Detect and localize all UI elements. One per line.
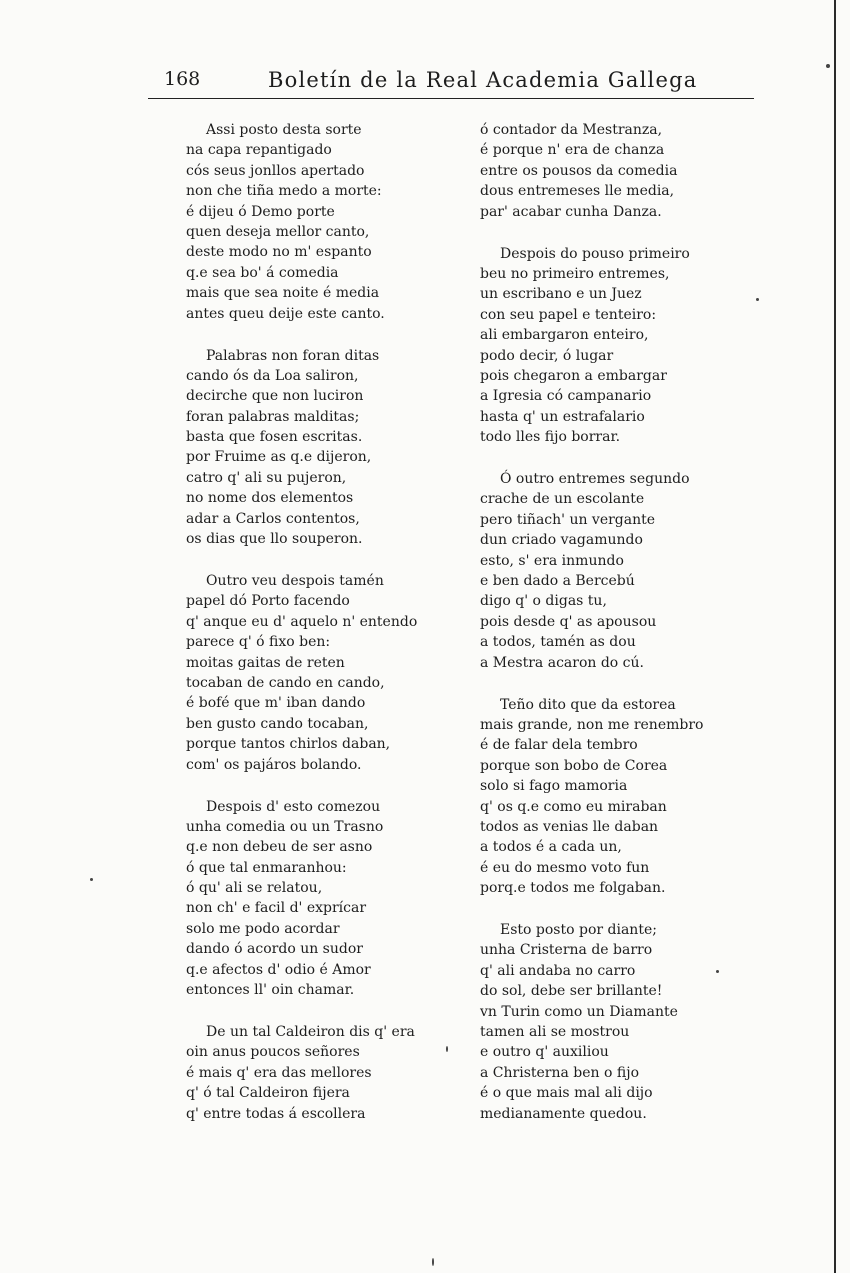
verse-line: tocaban de cando en cando, (186, 674, 385, 691)
verse-line: q' ó tal Caldeiron fijera (186, 1085, 350, 1102)
verse-line: digo q' o digas tu, (480, 593, 607, 610)
verse-line: e outro q' auxiliou (480, 1044, 609, 1061)
stanza (480, 469, 740, 673)
verse-line: un escribano e un Juez (480, 286, 642, 303)
ink-speck (446, 1046, 448, 1052)
stanza (186, 571, 446, 775)
page-header (150, 68, 754, 98)
ink-speck (716, 970, 719, 973)
verse-line: Palabras non foran ditas (206, 347, 380, 364)
verse-line: ó contador da Mestranza, (480, 122, 663, 138)
verse-line: Despois do pouso primeiro (500, 245, 690, 262)
verse-line: é o que mais mal ali dijo (480, 1085, 653, 1102)
verse-line: foran palabras malditas; (186, 408, 360, 425)
verse-line: porq.e todos me folgaban. (480, 880, 666, 897)
verse-line: cós seus jonllos apertado (186, 162, 365, 179)
verse-line: mais que sea noite é media (186, 285, 380, 302)
verse-line: medianamente quedou. (480, 1105, 647, 1122)
verse-line: é mais q' era das mellores (186, 1064, 372, 1081)
verse-line: com' os pajáros bolando. (186, 756, 362, 773)
right-column (480, 120, 740, 1146)
verse-line: unha Cristerna de barro (480, 942, 653, 959)
verse-line: é bofé que m' iban dando (186, 695, 366, 712)
verse-line: esto, s' era inmundo (480, 552, 624, 569)
verse-line: é eu do mesmo voto fun (480, 859, 650, 876)
verse-line: podo decir, ó lugar (480, 347, 614, 364)
verse-line: q.e sea bo' á comedia (186, 264, 339, 281)
verse-line: solo me podo acordar (186, 920, 340, 937)
verse-line: q' ali andaba no carro (480, 962, 636, 979)
verse-line: basta que fosen escritas. (186, 429, 363, 446)
verse-line: todos as venias lle daban (480, 818, 659, 835)
verse-line: a todos é a cada un, (480, 839, 622, 856)
verse-line: parece q' ó fixo ben: (186, 634, 331, 651)
verse-line: q.e non debeu de ser asno (186, 839, 373, 856)
verse-line: unha comedia ou un Trasno (186, 818, 384, 835)
verse-line: q.e afectos d' odio é Amor (186, 961, 371, 978)
verse-line: q' entre todas á escollera (186, 1105, 366, 1122)
ink-speck (756, 298, 759, 301)
verse-line: dando ó acordo un sudor (186, 941, 363, 958)
verse-line: papel dó Porto facendo (186, 593, 350, 610)
verse-line: moitas gaitas de reten (186, 654, 345, 671)
verse-line: Teño dito que da estorea (500, 696, 676, 713)
verse-line: decirche que non luciron (186, 388, 364, 405)
verse-line: q' os q.e como eu miraban (480, 798, 667, 815)
ink-speck (90, 878, 93, 881)
stanza (186, 1022, 446, 1124)
verse-line: pois chegaron a embargar (480, 367, 667, 384)
verse-line: pois desde q' as apousou (480, 613, 657, 630)
verse-line: par' acabar cunha Danza. (480, 203, 662, 220)
verse-line: é de falar dela tembro (480, 737, 638, 754)
verse-line: Assi posto desta sorte (206, 122, 362, 138)
ink-speck (432, 1258, 434, 1266)
verse-line: vn Turin como un Diamante (480, 1003, 678, 1020)
verse-line: Esto posto por diante; (500, 922, 657, 939)
header-rule (148, 98, 754, 99)
verse-line: entonces ll' oin chamar. (186, 982, 355, 999)
running-title: Boletín de la Real Academia Gallega (268, 68, 698, 92)
left-column (186, 120, 446, 1146)
page-edge-line (834, 0, 836, 1273)
verse-line: a Christerna ben o fijo (480, 1064, 639, 1081)
verse-line: no nome dos elementos (186, 490, 354, 507)
verse-line: é dijeu ó Demo porte (186, 203, 335, 220)
verse-line: ó qu' ali se relatou, (186, 880, 323, 897)
verse-line: ben gusto cando tocaban, (186, 715, 369, 732)
verse-line: a Mestra acaron do cú. (480, 654, 644, 671)
verse-line: pero tiñach' un vergante (480, 511, 656, 528)
verse-line: entre os pousos da comedia (480, 162, 678, 179)
verse-line: e ben dado a Bercebú (480, 573, 635, 589)
verse-line: dun criado vagamundo (480, 532, 643, 549)
verse-line: crache de un escolante (480, 491, 645, 508)
verse-line: quen deseja mellor canto, (186, 223, 370, 240)
verse-line: do sol, debe ser brillante! (480, 983, 663, 1000)
verse-line: hasta q' un estrafalario (480, 408, 645, 425)
verse-line: porque tantos chirlos daban, (186, 736, 391, 753)
verse-line: a Igresia có campanario (480, 388, 652, 405)
verse-line: Despois d' esto comezou (206, 798, 381, 815)
verse-line: a todos, tamén as dou (480, 634, 636, 651)
verse-line: non che tiña medo a morte: (186, 183, 382, 200)
verse-line: beu no primeiro entremes, (480, 265, 670, 282)
verse-line: tamen ali se mostrou (480, 1024, 630, 1040)
verse-line: mais grande, non me renembro (480, 716, 704, 733)
verse-line: q' anque eu d' aquelo n' entendo (186, 613, 418, 630)
verse-line: catro q' ali su pujeron, (186, 469, 347, 486)
verse-line: por Fruime as q.e dijeron, (186, 449, 372, 466)
stanza (480, 244, 740, 448)
stanza (480, 920, 740, 1124)
stanza (186, 797, 446, 1001)
verse-line: Outro veu despois tamén (206, 573, 384, 589)
ink-speck (826, 64, 830, 68)
verse-line: non ch' e facil d' exprícar (186, 900, 367, 917)
verse-line: todo lles fijo borrar. (480, 429, 621, 446)
verse-line: con seu papel e tenteiro: (480, 306, 657, 323)
stanza (480, 695, 740, 899)
verse-line: ó que tal enmaranhou: (186, 859, 347, 876)
verse-line: é porque n' era de chanza (480, 142, 665, 159)
stanza (186, 346, 446, 550)
verse-line: De un tal Caldeiron dis q' era (206, 1024, 415, 1040)
stanza (186, 120, 446, 324)
verse-line: oin anus poucos señores (186, 1044, 360, 1061)
verse-line: os dias que llo souperon. (186, 531, 363, 548)
verse-line: adar a Carlos contentos, (186, 510, 360, 527)
verse-line: deste modo no m' espanto (186, 244, 372, 261)
verse-line: na capa repantigado (186, 142, 332, 159)
verse-line: solo si fago mamoria (480, 778, 628, 795)
verse-line: porque son bobo de Corea (480, 757, 668, 774)
verse-line: dous entremeses lle media, (480, 183, 675, 200)
verse-line: cando ós da Loa saliron, (186, 367, 359, 384)
verse-line: ali embargaron enteiro, (480, 327, 649, 344)
page-number: 168 (164, 68, 201, 90)
verse-line: antes queu deije este canto. (186, 305, 385, 322)
verse-line: Ó outro entremes segundo (500, 471, 690, 488)
stanza (480, 120, 740, 222)
